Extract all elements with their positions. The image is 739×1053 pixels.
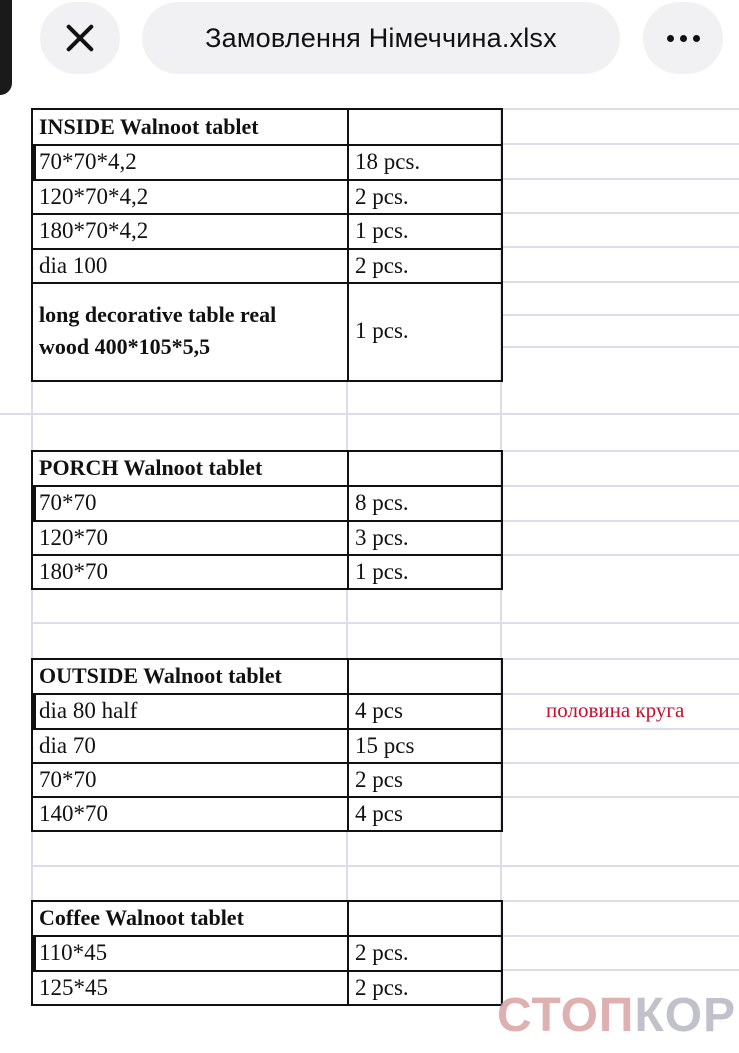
grid-column-line [346, 588, 348, 660]
grid-row-line [500, 450, 739, 452]
table-row[interactable] [33, 937, 501, 972]
qty-cell: 1 pcs. [355, 318, 409, 343]
qty-cell: 2 pcs. [355, 253, 409, 278]
active-cell-marker [31, 487, 36, 520]
size-cell: 125*45 [39, 975, 108, 1000]
size-cell: dia 100 [39, 253, 108, 278]
grid-row-line [500, 314, 739, 316]
grid-row-line [500, 485, 739, 487]
qty-cell: 8 pcs. [355, 490, 409, 515]
grid-row-line [500, 212, 739, 214]
watermark-logo [497, 988, 736, 1043]
outside-table [31, 658, 503, 832]
size-cell: 140*70 [39, 801, 108, 826]
inside-table [31, 108, 503, 382]
close-icon [64, 22, 96, 54]
qty-cell: 2 pcs. [355, 184, 409, 209]
more-icon [667, 35, 700, 42]
table-row[interactable] [33, 522, 501, 556]
qty-cell: 1 pcs. [355, 218, 409, 243]
size-cell: 180*70 [39, 559, 108, 584]
grid-row-line [500, 762, 739, 764]
viewer-header [0, 0, 739, 95]
size-cell: 120*70*4,2 [39, 184, 149, 209]
grid-row-line [500, 178, 739, 180]
table-header: PORCH Walnoot tablet [39, 455, 263, 480]
table-header-row[interactable] [33, 902, 501, 937]
grid-row-line [500, 520, 739, 522]
size-cell: 70*70*4,2 [39, 149, 137, 174]
table-row[interactable] [33, 798, 501, 830]
file-title: Замовлення Німеччина.xlsx [205, 22, 557, 53]
active-cell-marker [31, 146, 36, 179]
size-cell: dia 80 half [39, 698, 138, 723]
qty-cell: 4 pcs [355, 801, 403, 826]
grid-row-line [500, 108, 739, 110]
grid-row-line [500, 143, 739, 145]
size-cell-line2: wood 400*105*5,5 [39, 334, 211, 359]
grid-column-line [31, 588, 33, 660]
grid-row-line [31, 622, 739, 624]
table-row[interactable] [33, 695, 501, 730]
table-header: INSIDE Walnoot tablet [39, 114, 259, 139]
qty-cell: 3 pcs. [355, 525, 409, 550]
coffee-table [31, 900, 503, 1006]
size-cell: 120*70 [39, 525, 108, 550]
grid-row-line [500, 554, 739, 556]
table-header-row[interactable] [33, 110, 501, 146]
grid-row-line [500, 246, 739, 248]
file-title-pill[interactable] [142, 2, 620, 74]
size-cell-line1: long decorative table real [39, 302, 277, 327]
qty-cell: 4 pcs [355, 698, 403, 723]
table-row[interactable] [33, 250, 501, 284]
size-cell: dia 70 [39, 733, 96, 758]
table-row[interactable] [33, 972, 501, 1004]
qty-cell: 2 pcs [355, 767, 403, 792]
table-row[interactable] [33, 764, 501, 798]
table-row[interactable] [33, 730, 501, 764]
grid-row-line [500, 693, 739, 695]
watermark-part2: КОР [634, 989, 737, 1042]
qty-cell: 18 pcs. [355, 149, 421, 174]
more-button[interactable] [643, 2, 723, 74]
grid-column-line [31, 380, 33, 450]
qty-cell: 15 pcs [355, 733, 415, 758]
size-cell: 70*70 [39, 490, 97, 515]
table-header: OUTSIDE Walnoot tablet [39, 663, 282, 688]
grid-row-line [500, 796, 739, 798]
porch-table [31, 450, 503, 590]
grid-row-line [500, 728, 739, 730]
qty-cell: 2 pcs. [355, 975, 409, 1000]
note-cell[interactable]: половина круга [546, 698, 685, 722]
table-header-row[interactable] [33, 660, 501, 695]
grid-row-line [500, 900, 739, 902]
size-cell: 180*70*4,2 [39, 218, 149, 243]
qty-cell: 2 pcs. [355, 940, 409, 965]
grid-row-line [500, 969, 739, 971]
watermark-part1: СТОП [497, 989, 635, 1042]
active-cell-marker [31, 695, 36, 728]
table-header-row[interactable] [33, 452, 501, 487]
table-row[interactable] [33, 284, 501, 380]
table-header: Coffee Walnoot tablet [39, 905, 244, 930]
header-edge [0, 0, 12, 95]
grid-column-line [346, 380, 348, 450]
size-cell: 110*45 [39, 940, 108, 965]
qty-cell: 1 pcs. [355, 559, 409, 584]
grid-row-line [31, 865, 739, 867]
table-row[interactable] [33, 215, 501, 250]
grid-row-line [500, 281, 739, 283]
grid-row-line [500, 935, 739, 937]
active-cell-marker [31, 937, 36, 970]
table-row[interactable] [33, 487, 501, 522]
size-cell: 70*70 [39, 767, 97, 792]
grid-row-line [0, 413, 739, 415]
table-row[interactable] [33, 181, 501, 215]
table-row[interactable] [33, 146, 501, 181]
table-row[interactable] [33, 556, 501, 588]
close-button[interactable] [40, 2, 120, 74]
grid-row-line [500, 346, 739, 348]
